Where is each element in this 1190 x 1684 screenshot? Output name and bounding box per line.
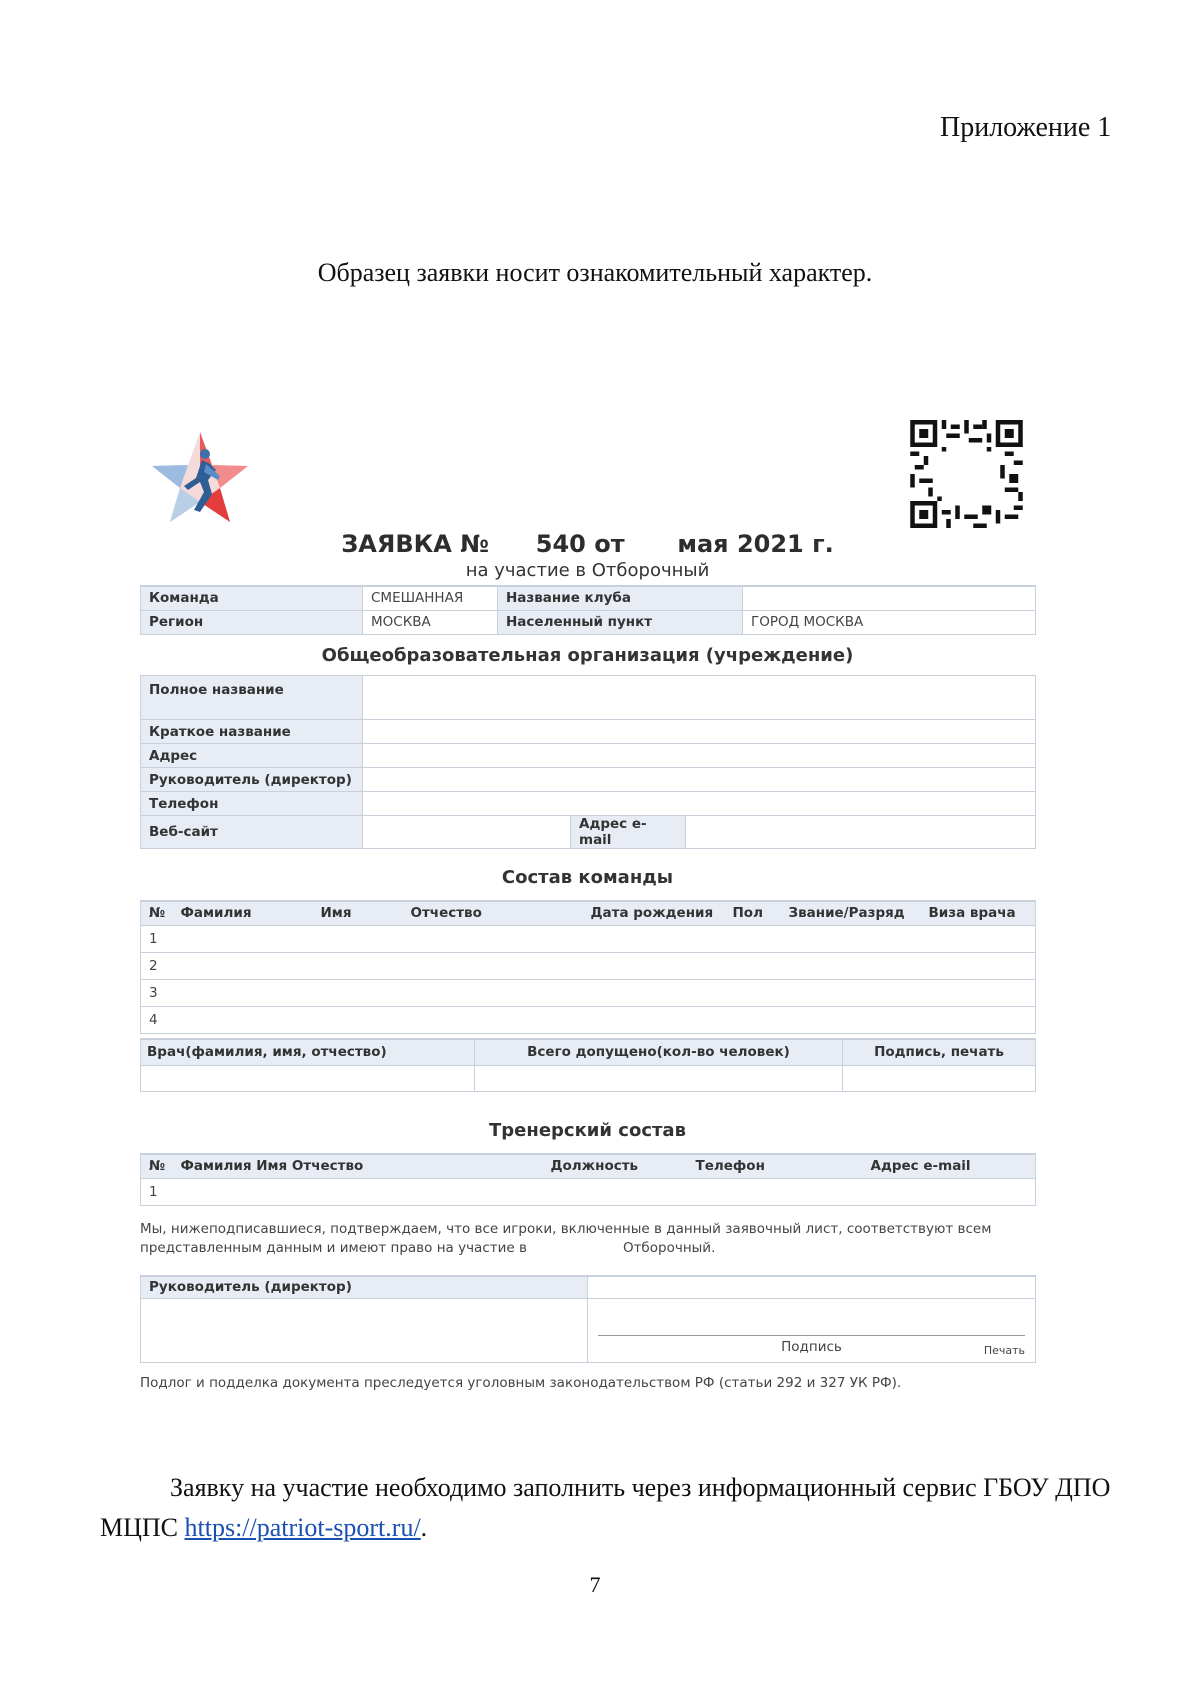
statement-line-2 bbox=[140, 1239, 1035, 1258]
team-col-birthdate: Дата рождения bbox=[583, 901, 725, 925]
coach-col-fullname: Фамилия Имя Отчество bbox=[173, 1154, 543, 1178]
team-row-number: 2 bbox=[141, 952, 173, 979]
org-short-field[interactable] bbox=[363, 720, 1036, 744]
team-col-number: № bbox=[141, 901, 173, 925]
region-value[interactable]: МОСКВА bbox=[363, 610, 498, 634]
org-full-label: Полное название bbox=[141, 676, 363, 720]
sample-notice: Образец заявки носит ознакомительный характер. bbox=[317, 258, 873, 287]
director-signature-cell[interactable] bbox=[588, 1298, 1036, 1362]
team-row-number: 3 bbox=[141, 979, 173, 1006]
application-form bbox=[140, 420, 1035, 1440]
statement-line-2-start: представленным данным и имеют право на участие в bbox=[140, 1240, 527, 1256]
instructions-paragraph bbox=[100, 1468, 1130, 1548]
locality-value[interactable]: ГОРОД МОСКВА bbox=[743, 610, 1036, 634]
region-label: Регион bbox=[141, 610, 363, 634]
application-number: 540 от bbox=[535, 530, 625, 558]
org-short-label: Краткое название bbox=[141, 720, 363, 744]
qr-code bbox=[910, 420, 1023, 528]
org-address-label: Адрес bbox=[141, 744, 363, 768]
org-section-title: Общеобразовательная организация (учреждение) bbox=[321, 645, 854, 666]
coach-col-email: Адрес e-mail bbox=[863, 1154, 1036, 1178]
doctor-name-field[interactable] bbox=[141, 1065, 475, 1091]
org-full-field[interactable] bbox=[363, 676, 1036, 720]
team-col-rank: Звание/Разряд bbox=[781, 901, 921, 925]
team-col-name: Имя bbox=[313, 901, 403, 925]
form-subtitle: на участие в Отборочный bbox=[465, 560, 710, 581]
team-info-table bbox=[140, 585, 1036, 635]
coach-table bbox=[140, 1153, 1036, 1206]
team-row-fields[interactable] bbox=[173, 979, 1036, 1006]
page-number: 7 bbox=[589, 1572, 601, 1597]
competition-name: Отборочный. bbox=[622, 1240, 716, 1256]
team-row-fields[interactable] bbox=[173, 952, 1036, 979]
admitted-count-field[interactable] bbox=[475, 1065, 843, 1091]
doctor-signature-field[interactable] bbox=[843, 1065, 1036, 1091]
org-head-label: Руководитель (директор) bbox=[141, 768, 363, 792]
locality-label: Населенный пункт bbox=[498, 610, 743, 634]
appendix-label: Приложение 1 bbox=[940, 112, 1112, 143]
instructions-text: Заявку на участие необходимо заполнить через информационный сервис ГБОУ ДПО МЦПС bbox=[100, 1473, 1111, 1542]
org-head-field[interactable] bbox=[363, 768, 1036, 792]
star-runner-logo bbox=[150, 430, 250, 525]
team-row-fields[interactable] bbox=[173, 925, 1036, 952]
club-value[interactable] bbox=[743, 586, 1036, 610]
team-col-doctor-visa: Виза врача bbox=[921, 901, 1036, 925]
team-row-number: 4 bbox=[141, 1006, 173, 1033]
org-site-field[interactable] bbox=[363, 816, 571, 849]
team-value[interactable]: СМЕШАННАЯ bbox=[363, 586, 498, 610]
patriot-sport-link[interactable]: https://patriot-sport.ru/ bbox=[184, 1513, 421, 1542]
team-row-fields[interactable] bbox=[173, 1006, 1036, 1033]
team-col-gender: Пол bbox=[725, 901, 781, 925]
team-label: Команда bbox=[141, 586, 363, 610]
coach-col-position: Должность bbox=[543, 1154, 688, 1178]
org-site-label: Веб-сайт bbox=[141, 816, 363, 849]
coach-col-phone: Телефон bbox=[688, 1154, 863, 1178]
application-date: мая 2021 г. bbox=[677, 530, 834, 558]
director-signature-table bbox=[140, 1275, 1036, 1363]
signature-line bbox=[598, 1335, 1025, 1336]
team-composition-table bbox=[140, 900, 1036, 1034]
org-phone-field[interactable] bbox=[363, 792, 1036, 816]
club-label: Название клуба bbox=[498, 586, 743, 610]
org-email-field[interactable] bbox=[686, 816, 1036, 849]
org-email-label: Адрес e-mail bbox=[571, 816, 686, 849]
org-phone-label: Телефон bbox=[141, 792, 363, 816]
doctor-col-signature: Подпись, печать bbox=[843, 1039, 1036, 1065]
director-header-blank bbox=[588, 1276, 1036, 1298]
organization-table bbox=[140, 675, 1036, 849]
signature-label: Подпись bbox=[781, 1338, 842, 1355]
director-label: Руководитель (директор) bbox=[141, 1276, 588, 1298]
statement-text bbox=[140, 1220, 1035, 1258]
doctor-col-name: Врач(фамилия, имя, отчество) bbox=[141, 1039, 475, 1065]
team-section-title: Состав команды bbox=[501, 867, 674, 888]
form-title bbox=[140, 530, 1035, 558]
doctor-table bbox=[140, 1038, 1036, 1092]
coach-col-number: № bbox=[141, 1154, 173, 1178]
coach-row-fields[interactable] bbox=[173, 1178, 1036, 1205]
title-prefix: ЗАЯВКА № bbox=[341, 530, 490, 558]
coach-section-title: Тренерский состав bbox=[489, 1120, 686, 1141]
director-name-field[interactable] bbox=[141, 1298, 588, 1362]
team-col-patronymic: Отчество bbox=[403, 901, 583, 925]
instructions-end: . bbox=[420, 1513, 428, 1542]
team-row-number: 1 bbox=[141, 925, 173, 952]
team-col-surname: Фамилия bbox=[173, 901, 313, 925]
stamp-label: Печать bbox=[983, 1343, 1025, 1357]
org-address-field[interactable] bbox=[363, 744, 1036, 768]
doctor-col-admitted: Всего допущено(кол-во человек) bbox=[475, 1039, 843, 1065]
coach-row-number: 1 bbox=[141, 1178, 173, 1205]
legal-note: Подлог и подделка документа преследуется уголовным законодательством РФ (статьи 292 и 327 УК РФ). bbox=[140, 1375, 902, 1391]
statement-line-1: Мы, нижеподписавшиеся, подтверждаем, что все игроки, включенные в данный заявочный лист, соответствуют всем bbox=[140, 1221, 992, 1237]
